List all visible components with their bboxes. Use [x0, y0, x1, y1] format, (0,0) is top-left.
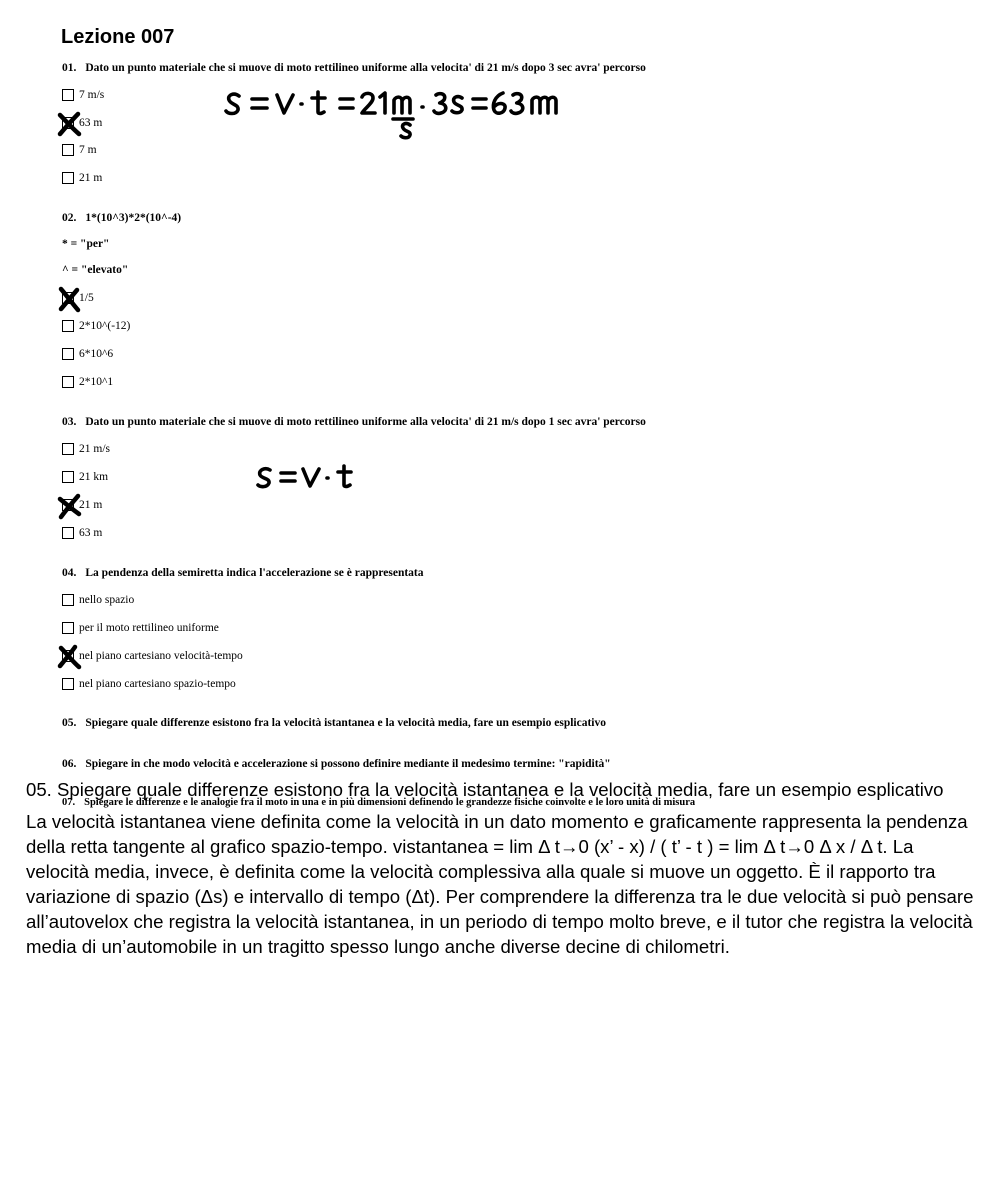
option-label: 21 m [79, 172, 103, 184]
checkbox[interactable] [62, 443, 74, 455]
question-text: Spiegare in che modo velocità e accelerazione si possono definire mediante il medesimo termine: "rapidità" [85, 758, 611, 770]
q01-option-3[interactable] [62, 142, 97, 158]
question-number: 03. [62, 416, 77, 428]
page-title: Lezione 007 [61, 26, 175, 48]
option-label: 2*10^(-12) [79, 320, 131, 332]
q03-option-1[interactable] [62, 441, 110, 457]
question-note: ^ = "elevato" [62, 264, 129, 276]
question-number: 06. [62, 758, 77, 770]
checkbox-checked[interactable] [62, 650, 74, 662]
q03-option-4[interactable] [62, 525, 102, 541]
question-03 [62, 416, 646, 428]
q03-option-2[interactable] [62, 469, 108, 485]
question-text: La pendenza della semiretta indica l'accelerazione se è rappresentata [85, 567, 424, 579]
q02-option-2[interactable] [62, 318, 130, 334]
q02-option-4[interactable] [62, 374, 113, 390]
q04-option-2[interactable] [62, 620, 219, 636]
question-number: 01. [62, 62, 77, 74]
option-label: per il moto rettilineo uniforme [79, 622, 219, 634]
q01-option-4[interactable] [62, 170, 102, 186]
checkbox[interactable] [62, 376, 74, 388]
q01-option-2[interactable] [62, 115, 102, 131]
checkbox[interactable] [62, 622, 74, 634]
checkbox[interactable] [62, 678, 74, 690]
handwritten-x-mark-icon [57, 111, 83, 137]
handwritten-x-mark-icon [57, 286, 83, 312]
typed-answer [26, 779, 976, 959]
q01-option-1[interactable] [62, 87, 104, 103]
checkbox-checked[interactable] [62, 117, 74, 129]
option-label: 21 km [79, 471, 109, 483]
checkbox[interactable] [62, 594, 74, 606]
question-number: 05. [62, 717, 77, 729]
question-06 [62, 758, 611, 770]
checkbox[interactable] [62, 89, 74, 101]
question-02 [62, 212, 181, 224]
option-label: 7 m/s [79, 89, 105, 101]
answer-heading: 05. Spiegare quale differenze esistono fra la velocità istantanea e la velocità media, fare un esempio esplicativo [26, 779, 944, 800]
option-label: 21 m/s [79, 443, 110, 455]
checkbox-checked[interactable] [62, 292, 74, 304]
checkbox[interactable] [62, 348, 74, 360]
option-label: 2*10^1 [79, 376, 114, 388]
option-label: nel piano cartesiano spazio-tempo [79, 678, 236, 690]
question-number: 02. [62, 212, 77, 224]
handwritten-x-mark-icon [57, 644, 83, 670]
handwritten-formula-q3 [255, 464, 365, 494]
q03-option-3[interactable] [62, 497, 102, 513]
checkbox[interactable] [62, 172, 74, 184]
q02-option-1[interactable] [62, 290, 94, 306]
q04-option-3[interactable] [62, 648, 243, 664]
question-text: Dato un punto materiale che si muove di moto rettilineo uniforme alla velocita' di 21 m/s dopo 1 sec avra' percorso [85, 416, 646, 428]
question-number: 07. [62, 797, 76, 808]
question-number: 04. [62, 567, 77, 579]
checkbox[interactable] [62, 527, 74, 539]
option-label: 21 m [79, 499, 103, 511]
question-05 [62, 717, 606, 729]
option-label: 6*10^6 [79, 348, 114, 360]
question-text: Spiegare quale differenze esistono fra la velocità istantanea e la velocità media, fare un esempio esplicativo [85, 717, 606, 729]
option-label: 63 m [79, 117, 103, 129]
checkbox-checked[interactable] [62, 499, 74, 511]
q02-option-3[interactable] [62, 346, 113, 362]
question-text: Dato un punto materiale che si muove di moto rettilineo uniforme alla velocita' di 21 m/s dopo 3 sec avra' percorso [85, 62, 646, 74]
question-text: Spiegare le differenze e le analogie fra il moto in una e in più dimensioni definendo le grandezze fisiche coinvolte e le loro unità di misura [84, 797, 696, 808]
question-01 [62, 62, 646, 74]
question-note: * = "per" [62, 238, 110, 250]
checkbox[interactable] [62, 320, 74, 332]
handwritten-x-mark-icon [57, 493, 83, 519]
question-text: 1*(10^3)*2*(10^-4) [85, 212, 182, 224]
question-04 [62, 567, 424, 579]
option-label: nello spazio [79, 594, 135, 606]
checkbox[interactable] [62, 471, 74, 483]
option-label: 7 m [79, 144, 97, 156]
handwritten-formula-q1 [222, 86, 582, 146]
option-label: nel piano cartesiano velocità-tempo [79, 650, 243, 662]
option-label: 1/5 [79, 292, 94, 304]
q04-option-1[interactable] [62, 592, 134, 608]
q04-option-4[interactable] [62, 676, 236, 692]
option-label: 63 m [79, 527, 103, 539]
answer-body: La velocità istantanea viene definita come la velocità in un dato momento e graficamente rappresenta la pendenza della retta tangente al grafico spazio-tempo. vistantanea = lim Δ t→0 (x’ - x) / ( t’ - t ) = lim Δ t→0 Δ x / Δ t. La velocità media, invece, è definita come la velocità complessiva alla quale si muove un oggetto. È il rapporto tra variazione di spazio (Δs) e intervallo di tempo (Δt). Per comprendere la differenza tra le due velocità si può pensare all’autovelox che registra la velocità istantanea, in un periodo di tempo molto breve, e il tutor che registra la velocità media di un’automobile in un tragitto spesso lungo anche diverse decine di chilometri. [26, 811, 974, 957]
checkbox[interactable] [62, 144, 74, 156]
